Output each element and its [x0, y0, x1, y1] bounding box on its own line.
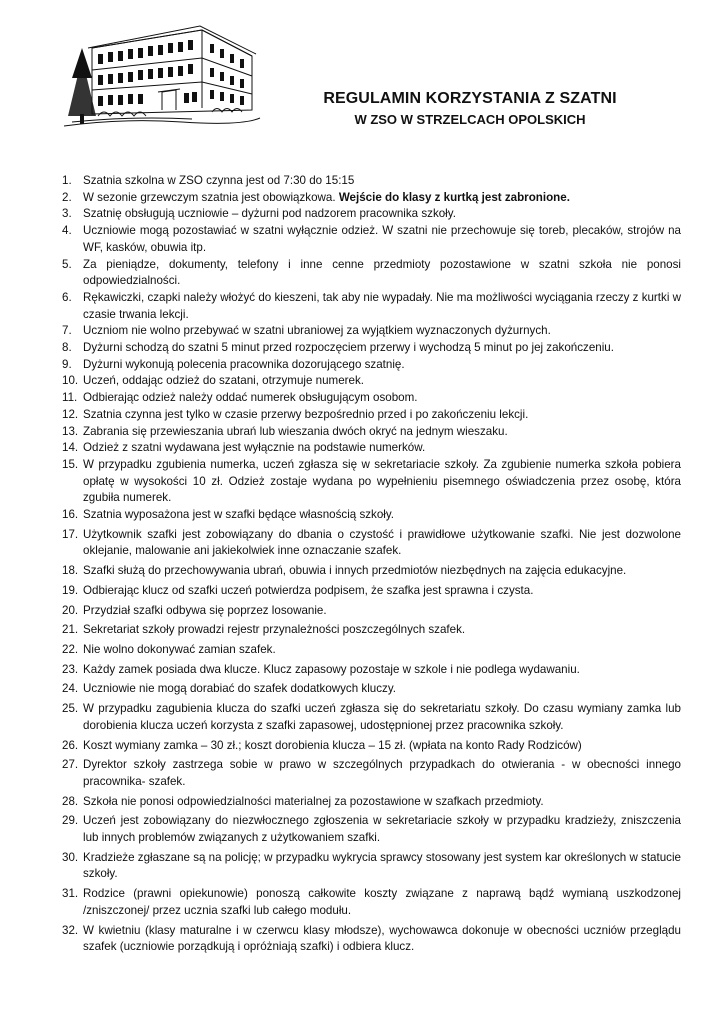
rule-number: 10.: [62, 374, 79, 388]
rule-text: Szafki służą do przechowywania ubrań, obuwia i innych przedmiotów niezbędnych na zajęcia edukacyjne.: [83, 564, 627, 578]
rule-item: [62, 662, 681, 679]
rule-text: Odbierając klucz od szafki uczeń potwierdza podpisem, że szafka jest sprawna i czysta.: [83, 583, 534, 597]
rule-item: [62, 681, 681, 698]
rule-number: 22.: [62, 642, 79, 656]
rule-number: 8.: [62, 341, 72, 355]
rule-text: Sekretariat szkoły prowadzi rejestr przynależności poszczególnych szafek.: [83, 623, 466, 637]
rule-number: 14.: [62, 441, 79, 455]
rule-text: Rękawiczki, czapki należy włożyć do kieszeni, tak aby nie wypadały. Nie ma możliwości wyciągania rzeczy z kurtki w czasie trwania lekcji.: [83, 290, 681, 321]
rule-number: 18.: [62, 564, 79, 578]
rule-item: [62, 173, 681, 190]
rule-text: Dyżurni schodzą do szatni 5 minut przed rozpoczęciem przerwy i wychodzą 5 minut po jej zakończeniu.: [83, 341, 614, 355]
school-building-logo: [62, 18, 262, 130]
rule-number: 4.: [62, 224, 72, 238]
rule-number: 13.: [62, 424, 79, 438]
rule-text: W przypadku zagubienia klucza do szafki uczeń zgłasza się do sekretariatu szkoły. Do czasu wymiany zamka lub dorobienia klucza uczeń korzysta z szafki zapasowej, udostępnionej przez pracownika szkoły.: [83, 702, 681, 732]
rule-item: [62, 507, 681, 524]
rule-text: Nie wolno dokonywać zamian szafek.: [83, 642, 276, 656]
rule-text: W przypadku zgubienia numerka, uczeń zgłasza się w sekretariacie szkoły. Za zgubienie numerka szkoła pobiera opłatę w wysokości 10 zł. Odzież zostaje wydana po wypełnieniu pisemnego oświadczenia przez osobę, która zgubiła numerek.: [83, 457, 681, 505]
rule-item: [62, 424, 681, 441]
rule-text: Zabrania się przewieszania ubrań lub wieszania dwóch okryć na jednym wieszaku.: [83, 424, 508, 438]
rule-item: [62, 583, 681, 600]
rule-text: Uczniowie nie mogą dorabiać do szafek dodatkowych kluczy.: [83, 682, 396, 696]
rule-number: 5.: [62, 257, 72, 271]
rule-text: Uczeń, oddając odzież do szatani, otrzymuje numerek.: [83, 374, 364, 388]
rule-number: 19.: [62, 583, 79, 597]
rule-text: Przydział szafki odbywa się poprzez losowanie.: [83, 603, 327, 617]
rule-item: [62, 622, 681, 639]
rule-text: Koszt wymiany zamka – 30 zł.; koszt dorobienia klucza – 15 zł. (wpłata na konto Rady Rodziców): [83, 738, 582, 752]
rule-number: 26.: [62, 738, 79, 752]
rule-number: 23.: [62, 662, 79, 676]
rule-item: [62, 206, 681, 223]
rule-text: Rodzice (prawni opiekunowie) ponoszą całkowite koszty związane z naprawą bądź wymianą uszkodzonej /zniszczonej/ przez ucznia szafki lub całego modułu.: [83, 887, 681, 917]
rule-number: 20.: [62, 603, 79, 617]
rule-number: 21.: [62, 623, 79, 637]
rule-item: [62, 290, 681, 323]
page-subtitle: W ZSO W STRZELCACH OPOLSKICH: [354, 112, 586, 127]
rule-text: Uczniowie mogą pozostawiać w szatni wyłącznie odzież. W szatni nie przechowuje się toreb, plecaków, strojów na WF, kasków, obuwia itp.: [83, 224, 681, 254]
rule-text: Szatnię obsługują uczniowie – dyżurni pod nadzorem pracownika szkoły.: [83, 207, 456, 221]
rule-item: [62, 701, 681, 734]
rule-emphasis: Wejście do klasy z kurtką jest zabronione.: [338, 190, 570, 204]
rule-number: 7.: [62, 324, 72, 338]
rule-text: Kradzieże zgłaszane są na policję; w przypadku wykrycia sprawcy stosowany jest system kar określonych w statucie szkoły.: [83, 850, 681, 881]
rule-text: W sezonie grzewczym szatnia jest obowiązkowa.: [83, 190, 339, 204]
rule-item: [62, 886, 681, 919]
rule-item: [62, 738, 681, 755]
rule-text: Szatnia wyposażona jest w szafki będące własnością szkoły.: [83, 508, 395, 522]
rule-number: 29.: [62, 814, 79, 828]
rule-text: Szatnia szkolna w ZSO czynna jest od 7:30 do 15:15: [83, 174, 355, 187]
rule-text: Dyżurni wykonują polecenia pracownika dozorującego szatnię.: [83, 357, 405, 371]
rules-list: [62, 173, 681, 956]
rule-number: 24.: [62, 682, 79, 696]
rule-text: Uczniom nie wolno przebywać w szatni ubraniowej za wyjątkiem wyznaczonych dyżurnych.: [83, 324, 551, 338]
rule-number: 3.: [62, 207, 72, 221]
rule-item: [62, 357, 681, 374]
page-title: REGULAMIN KORZYSTANIA Z SZATNI: [323, 90, 617, 107]
rule-item: [62, 923, 681, 956]
rule-number: 25.: [62, 702, 79, 716]
rule-text: Użytkownik szafki jest zobowiązany do dbania o czystość i prawidłowe użytkowanie szafki. Nie jest dozwolone oklejanie, malowanie ani jakiekolwiek inne oznaczanie szafek.: [83, 527, 681, 558]
rule-item: [62, 390, 681, 407]
rule-item: [62, 190, 681, 207]
rule-item: [62, 407, 681, 424]
rule-number: 2.: [62, 190, 72, 204]
school-building-drawing-icon: [62, 18, 262, 130]
rule-text: Szatnia czynna jest tylko w czasie przerwy bezpośrednio przed i po zakończeniu lekcji.: [83, 407, 529, 421]
rule-number: 6.: [62, 290, 72, 304]
rule-item: [62, 527, 681, 560]
rule-number: 12.: [62, 407, 79, 421]
rule-item: [62, 373, 681, 390]
rule-number: 28.: [62, 794, 79, 808]
rule-text: W kwietniu (klasy maturalne i w czerwcu klasy młodsze), wychowawca dokonuje w obecności uczniów przeglądu szafek (uczniowie porządkują i opróżniają szafki) i odbiera klucz.: [83, 923, 681, 954]
rule-item: [62, 257, 681, 290]
rule-number: 11.: [62, 391, 78, 405]
rule-item: [62, 603, 681, 620]
rule-number: 16.: [62, 508, 79, 522]
rule-item: [62, 850, 681, 883]
rule-item: [62, 642, 681, 659]
rule-item: [62, 440, 681, 457]
rule-text: Szkoła nie ponosi odpowiedzialności materialnej za pozostawione w szafkach przedmioty.: [83, 794, 544, 808]
rule-number: 9.: [62, 357, 72, 371]
rule-text: Odzież z szatni wydawana jest wyłącznie na podstawie numerków.: [83, 441, 426, 455]
rule-text: Odbierając odzież należy oddać numerek obsługującym osobom.: [83, 391, 418, 405]
rule-number: 31.: [62, 887, 79, 901]
rule-number: 15.: [62, 457, 79, 471]
rule-number: 32.: [62, 923, 79, 937]
rule-number: 27.: [62, 758, 79, 772]
rule-text: Uczeń jest zobowiązany do niezwłocznego zgłoszenia w sekretariacie szkoły w przypadku kradzieży, zniszczenia lub innych problemów związanych z użytkowaniem szafki.: [83, 814, 681, 845]
rule-item: [62, 323, 681, 340]
rule-number: 17.: [62, 527, 79, 541]
rule-text: Dyrektor szkoły zastrzega sobie w prawo w szczególnych przypadkach do otwierania - w obecności innego pracownika- szafek.: [83, 758, 681, 788]
rule-text: Każdy zamek posiada dwa klucze. Klucz zapasowy pozostaje w szkole i nie podlega wydawaniu.: [83, 662, 580, 676]
rule-item: [62, 813, 681, 846]
rule-item: [62, 457, 681, 507]
rule-text: Za pieniądze, dokumenty, telefony i inne cenne przedmioty pozostawione w szatni szkoła nie ponosi odpowiedzialności.: [83, 257, 681, 288]
rule-item: [62, 340, 681, 357]
rule-item: [62, 563, 681, 580]
rule-number: 1.: [62, 174, 72, 187]
rule-item: [62, 223, 681, 256]
rule-number: 30.: [62, 850, 79, 864]
rule-item: [62, 794, 681, 811]
rule-item: [62, 757, 681, 790]
